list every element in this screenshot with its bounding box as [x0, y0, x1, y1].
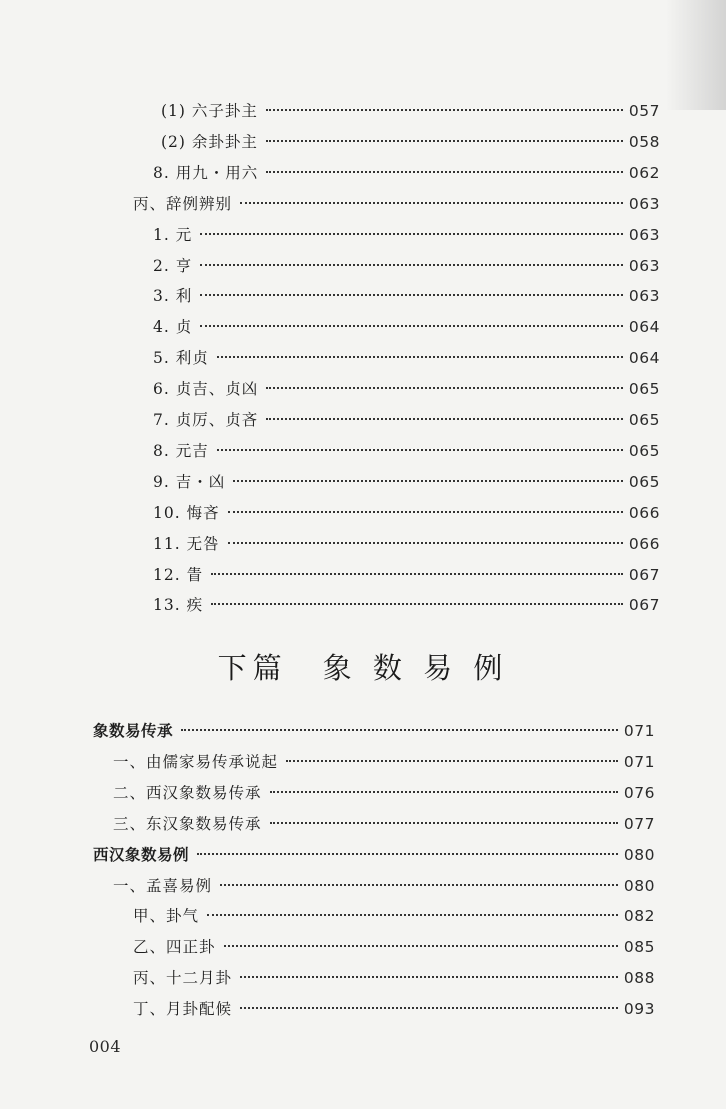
toc-entry-page: 071 [623, 722, 655, 740]
toc-entry-title: 7. 贞厉、贞吝 [153, 411, 259, 429]
toc-entry[interactable] [153, 283, 660, 309]
toc-entry[interactable] [133, 903, 655, 929]
toc-entry-title: (2) 余卦卦主 [161, 132, 258, 151]
toc-entry[interactable] [133, 191, 660, 217]
toc-entry-title: 一、由儒家易传承说起 [113, 752, 279, 771]
toc-entry-page: 063 [628, 225, 660, 244]
toc-entry[interactable] [161, 98, 660, 124]
toc-entry-page: 057 [628, 102, 660, 120]
toc-entry[interactable] [153, 438, 660, 464]
toc-entry-title: 2. 亨 [153, 256, 193, 275]
toc-entry-page: 062 [628, 163, 660, 182]
toc-entry[interactable] [153, 314, 660, 340]
toc-entry-page: 071 [623, 752, 655, 771]
dot-leader [211, 573, 623, 575]
toc-entry-page: 065 [628, 411, 660, 429]
toc-entry-page: 067 [628, 565, 660, 584]
toc-entry[interactable] [133, 965, 655, 991]
dot-leader [200, 233, 623, 235]
dot-leader [240, 1007, 618, 1009]
toc-entry-page: 085 [623, 938, 655, 957]
dot-leader [266, 109, 623, 111]
dot-leader [228, 542, 623, 544]
dot-leader [211, 603, 623, 605]
toc-entry-title: 1. 元 [153, 225, 193, 244]
toc-entry-title: 3. 利 [153, 287, 193, 306]
dot-leader [240, 976, 618, 978]
toc-entry[interactable] [153, 222, 660, 248]
page-edge-shadow [666, 0, 726, 110]
toc-entry-title: 丙、辞例辨别 [133, 194, 233, 213]
toc-entry[interactable] [93, 718, 655, 744]
toc-entry-title: 丁、月卦配候 [133, 1000, 233, 1019]
dot-leader [224, 945, 618, 947]
toc-entry-title: 乙、四正卦 [133, 938, 216, 957]
dot-leader [240, 202, 623, 204]
toc-entry[interactable] [153, 500, 660, 526]
toc-entry-page: 065 [628, 380, 660, 399]
toc-entry-title: 一、孟喜易例 [113, 876, 213, 895]
toc-entry-page: 093 [623, 1000, 655, 1019]
dot-leader [217, 356, 623, 358]
toc-entry-page: 063 [628, 287, 660, 306]
dot-leader [200, 264, 623, 266]
dot-leader [270, 822, 618, 824]
dot-leader [266, 171, 623, 173]
toc-entry[interactable] [153, 160, 660, 186]
toc-entry-page: 076 [623, 783, 655, 802]
dot-leader [200, 325, 623, 327]
toc-entry-page: 082 [623, 907, 655, 926]
dot-leader [228, 511, 623, 513]
toc-entry[interactable] [113, 811, 655, 837]
toc-entry-page: 058 [628, 132, 660, 151]
toc-entry-page: 065 [628, 441, 660, 460]
toc-entry[interactable] [153, 376, 660, 402]
toc-entry-title: 8. 元吉 [153, 441, 209, 460]
toc-entry[interactable] [93, 842, 655, 868]
dot-leader [217, 449, 623, 451]
toc-entry-title: 三、东汉象数易传承 [113, 814, 262, 833]
toc-entry-page: 064 [628, 318, 660, 337]
toc-entry-title: 甲、卦气 [133, 907, 200, 926]
toc-entry-title: 10. 悔吝 [153, 503, 220, 522]
toc-entry-page: 088 [623, 969, 655, 988]
page-number: 004 [89, 1037, 122, 1056]
toc-entry-page: 066 [628, 503, 660, 522]
toc-entry-page: 065 [628, 472, 660, 491]
toc-entry-title: (1) 六子卦主 [161, 102, 258, 120]
toc-entry[interactable] [153, 345, 660, 371]
toc-entry[interactable] [153, 253, 660, 279]
dot-leader [233, 480, 623, 482]
toc-entry-title: 象数易传承 [93, 722, 174, 740]
toc-entry[interactable] [153, 407, 660, 433]
toc-entry-title: 4. 贞 [153, 318, 193, 337]
toc-entry[interactable] [133, 996, 655, 1022]
dot-leader [286, 760, 618, 762]
toc-entry-page: 063 [628, 194, 660, 213]
dot-leader [200, 294, 623, 296]
toc-entry[interactable] [153, 592, 660, 618]
toc-entry-page: 080 [623, 876, 655, 895]
dot-leader [207, 914, 618, 916]
toc-entry-page: 066 [628, 534, 660, 553]
toc-entry[interactable] [153, 531, 660, 557]
dot-leader [181, 729, 618, 731]
toc-entry-page: 080 [623, 845, 655, 864]
dot-leader [266, 418, 623, 420]
section-heading: 下篇 象 数 易 例 [217, 651, 509, 685]
toc-entry-title: 丙、十二月卦 [133, 969, 233, 988]
toc-entry-page: 063 [628, 256, 660, 275]
toc-entry-title: 9. 吉・凶 [153, 472, 226, 491]
toc-entry[interactable] [153, 469, 660, 495]
toc-entry[interactable] [113, 749, 655, 775]
toc-entry[interactable] [113, 780, 655, 806]
dot-leader [266, 140, 623, 142]
toc-entry-page: 064 [628, 349, 660, 368]
toc-entry[interactable] [133, 934, 655, 960]
toc-entry-title: 二、西汉象数易传承 [113, 783, 262, 802]
toc-entry-page: 067 [628, 596, 660, 615]
toc-entry-title: 13. 疾 [153, 596, 204, 615]
toc-entry-title: 5. 利贞 [153, 349, 209, 368]
toc-entry-page: 077 [623, 814, 655, 833]
dot-leader [197, 853, 618, 855]
dot-leader [270, 791, 618, 793]
toc-entry[interactable] [153, 562, 660, 588]
toc-entry-title: 12. 眚 [153, 565, 204, 584]
toc-entry[interactable] [161, 129, 660, 155]
toc-entry-title: 西汉象数易例 [93, 845, 190, 864]
toc-entry-title: 6. 贞吉、贞凶 [153, 380, 259, 399]
toc-entry-title: 8. 用九・用六 [153, 163, 259, 182]
dot-leader [266, 387, 623, 389]
toc-entry-title: 11. 无咎 [153, 534, 220, 553]
dot-leader [220, 884, 618, 886]
toc-entry[interactable] [113, 873, 655, 899]
